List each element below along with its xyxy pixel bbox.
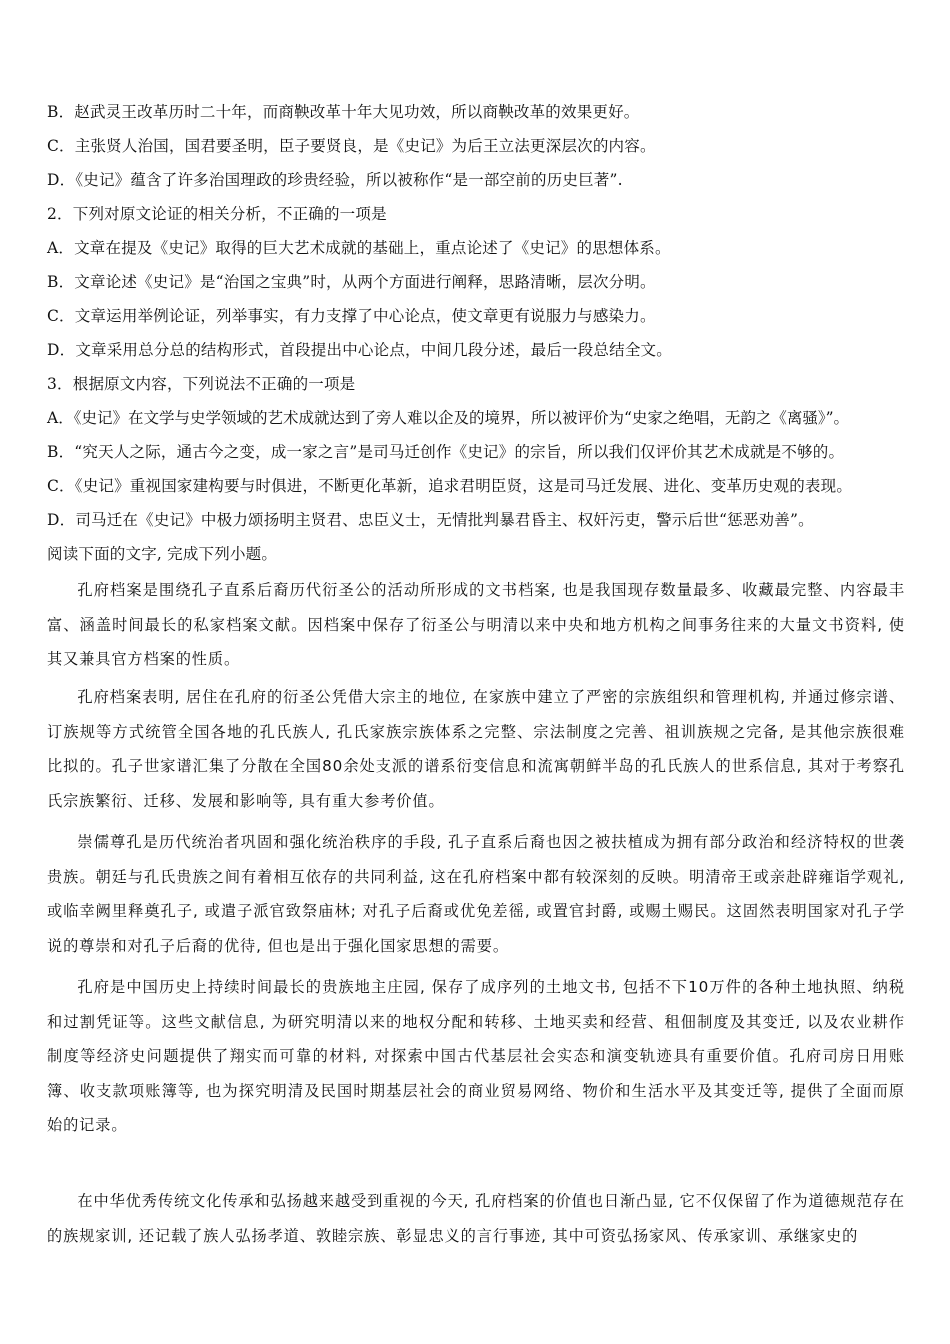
option-a-q2: A．文章在提及《史记》取得的巨大艺术成就的基础上，重点论述了《史记》的思想体系。 [47, 239, 671, 257]
option-b-q3: B．“究天人之际，通古今之变，成一家之言”是司马迁创作《史记》的宗旨，所以我们仅评价其艺术成就是不够的。 [47, 443, 845, 461]
passage-paragraph-1 [47, 573, 905, 677]
passage-paragraph-1-text: 孔府档案是围绕孔子直系后裔历代衍圣公的活动所形成的文书档案, 也是我国现存数量最多、收藏最完整、内容最丰富、涵盖时间最长的私家档案文献。因档案中保存了衍圣公与明清以来中央和地方机构之间事务往来的大量文书资料, 使其又兼具官方档案的性质。 [47, 581, 905, 668]
reading-instruction: 阅读下面的文字, 完成下列小题。 [47, 545, 278, 563]
option-d-q3: D．司马迁在《史记》中极力颂扬明主贤君、忠臣义士，无情批判暴君昏主、权奸污吏，警示后世“惩恶劝善”。 [47, 511, 814, 529]
passage-paragraph-3 [47, 825, 905, 963]
passage-paragraph-3-text: 崇儒尊孔是历代统治者巩固和强化统治秩序的手段, 孔子直系后裔也因之被扶植成为拥有部分政治和经济特权的世袭贵族。朝廷与孔氏贵族之间有着相互依存的共同利益, 这在孔府档案中都有较深刻的反映。明清帝王或亲赴辟雍诣学观礼, 或临幸阙里释奠孔子, 或遣子派官致祭庙林; 对孔子后裔或优免差徭, 或置官封爵, 或赐土赐民。这固然表明国家对孔子学说的尊崇和对孔子后裔的优待, 但也是出于强化国家思想的需要。 [47, 833, 905, 955]
option-b-q2: B．文章论述《史记》是“治国之宝典”时，从两个方面进行阐释，思路清晰，层次分明。 [47, 273, 656, 291]
question-2-stem: 2．下列对原文论证的相关分析，不正确的一项是 [47, 205, 387, 223]
passage-paragraph-4-text: 孔府是中国历史上持续时间最长的贵族地主庄园, 保存了成序列的土地文书, 包括不下10万件的各种土地执照、纳税和过割凭证等。这些文献信息, 为研究明清以来的地权分配和转移、土地买卖和经营、租佃制度及其变迁, 以及农业耕作制度等经济史问题提供了翔实而可靠的材料, 对探索中国古代基层社会实态和演变轨迹具有重要价值。孔府司房日用账簿、收支款项账簿等, 也为探究明清及民国时期基层社会的商业贸易网络、物价和生活水平及其变迁等, 提供了全面而原始的记录。 [47, 978, 905, 1134]
passage-paragraph-4 [47, 970, 905, 1143]
passage-paragraph-2-text: 孔府档案表明, 居住在孔府的衍圣公凭借大宗主的地位, 在家族中建立了严密的宗族组织和管理机构, 并通过修宗谱、订族规等方式统管全国各地的孔氏族人, 孔氏家族宗族体系之完整、宗法制度之完善、祖训族规之完备, 是其他宗族很难比拟的。孔子世家谱汇集了分散在全国80余处支派的谱系衍变信息和流寓朝鲜半岛的孔氏族人的世系信息, 其对于考察孔氏宗族繁衍、迁移、发展和影响等, 具有重大参考价值。 [47, 688, 905, 810]
option-d-q2: D．文章采用总分总的结构形式，首段提出中心论点，中间几段分述，最后一段总结全文。 [47, 341, 672, 359]
passage-paragraph-5 [47, 1184, 905, 1253]
option-c-q1: C．主张贤人治国，国君要圣明，臣子要贤良，是《史记》为后王立法更深层次的内容。 [47, 137, 656, 155]
option-c-q2: C．文章运用举例论证，列举事实，有力支撑了中心论点，使文章更有说服力与感染力。 [47, 307, 656, 325]
option-b-q1: B．赵武灵王改革历时二十年，而商鞅改革十年大见功效，所以商鞅改革的效果更好。 [47, 103, 640, 121]
option-d-q1: D．《史记》蕴含了许多治国理政的珍贵经验，所以被称作“是一部空前的历史巨著”. [47, 171, 623, 189]
passage-paragraph-5-text: 在中华优秀传统文化传承和弘扬越来越受到重视的今天, 孔府档案的价值也日渐凸显, 它不仅保留了作为道德规范存在的族规家训, 还记载了族人弘扬孝道、敦睦宗族、彰显忠义的言行事迹, 其中可资弘扬家风、传承家训、承继家史的 [47, 1192, 905, 1245]
passage-paragraph-2 [47, 680, 905, 818]
option-c-q3: C．《史记》重视国家建构要与时俱进，不断更化革新，追求君明臣贤，这是司马迁发展、进化、变革历史观的表现。 [47, 477, 853, 495]
option-a-q3: A．《史记》在文学与史学领域的艺术成就达到了旁人难以企及的境界，所以被评价为“史家之绝唱，无韵之《离骚》”。 [47, 409, 850, 427]
question-3-stem: 3．根据原文内容，下列说法不正确的一项是 [47, 375, 356, 393]
